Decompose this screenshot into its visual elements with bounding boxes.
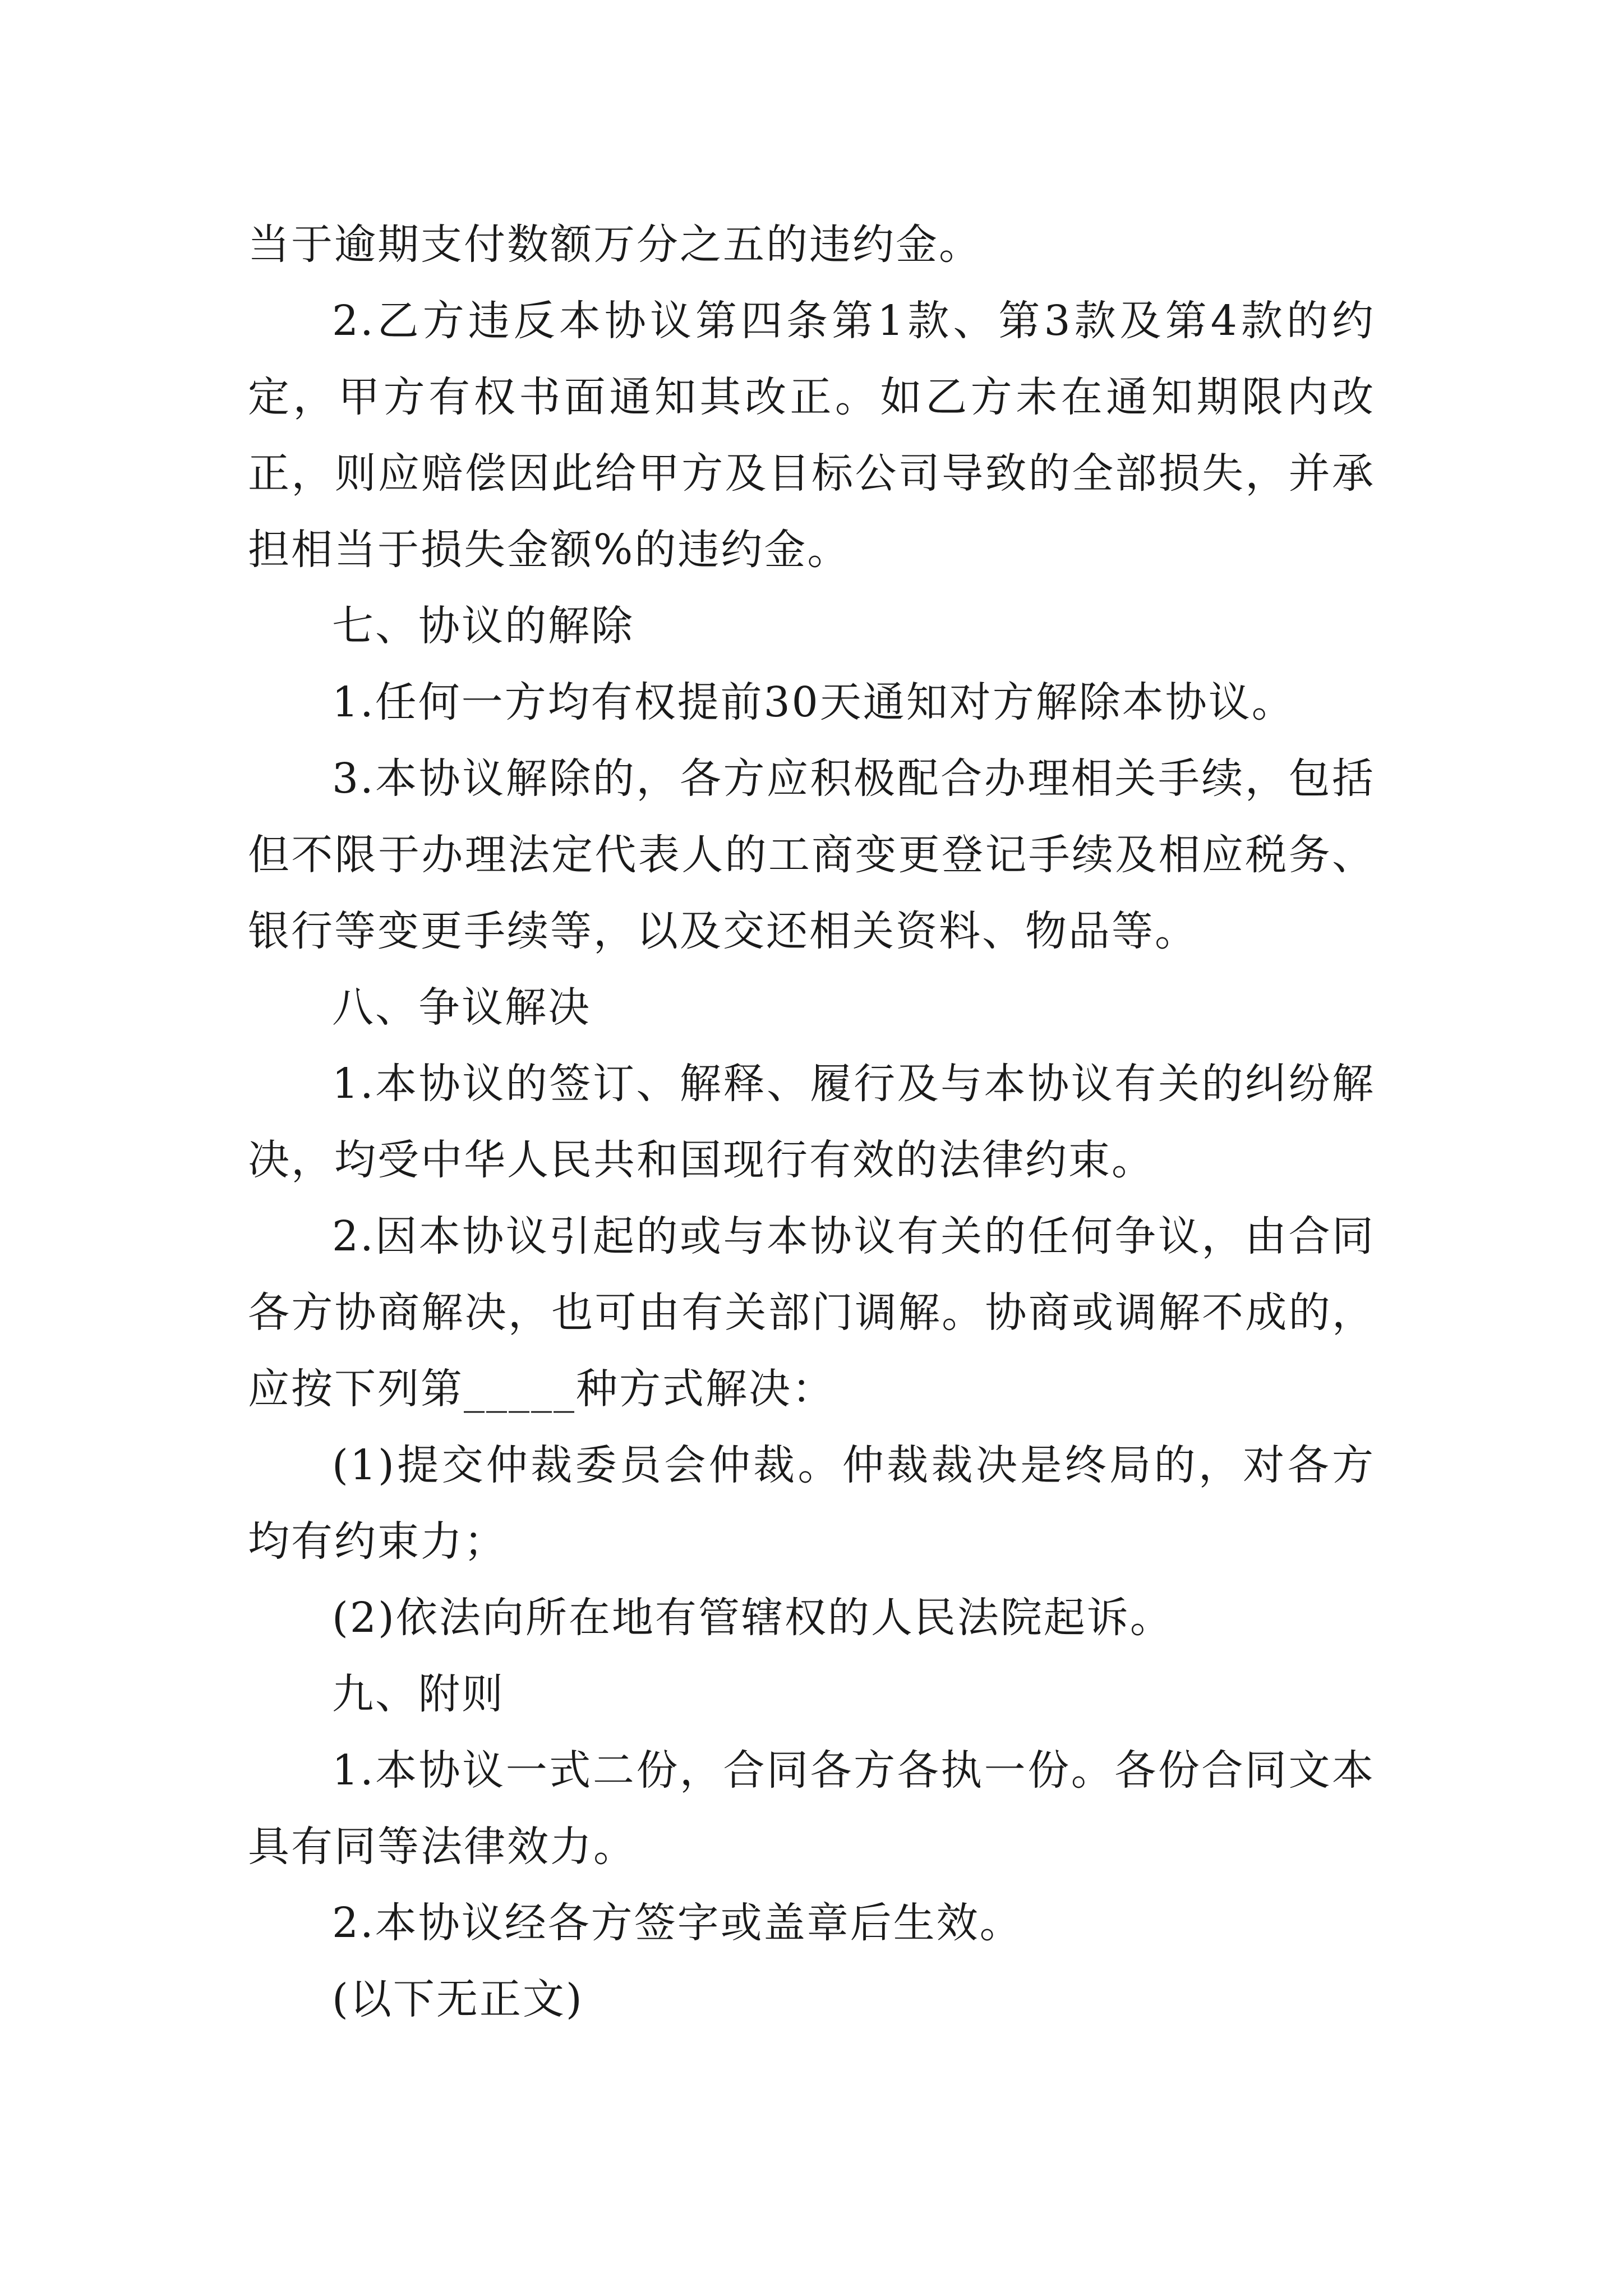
paragraph-copies: 1.本协议一式二份，合同各方各执一份。各份合同文本具有同等法律效力。: [248, 1746, 1375, 1871]
paragraph-party-b-breach: 2.乙方违反本协议第四条第1款、第3款及第4款的约定，甲方有权书面通知其改正。如乙方未在通知期限内改正，则应赔偿因此给甲方及目标公司导致的全部损失，并承担相当于损失金额%的违约金。: [248, 297, 1375, 574]
paragraph-effectiveness: 2.本协议经各方签字或盖章后生效。: [332, 1899, 1023, 1947]
paragraph-termination-procedures: 3.本协议解除的，各方应积极配合办理相关手续，包括但不限于办理法定代表人的工商变更登记手续及相应税务、银行等变更手续等，以及交还相关资料、物品等。: [248, 754, 1375, 955]
section-heading-termination: 七、协议的解除: [332, 602, 634, 650]
paragraph-end-of-text: (以下无正文): [332, 1975, 584, 2023]
section-heading-dispute-resolution: 八、争议解决: [332, 983, 591, 1032]
document-body: [248, 206, 1375, 2037]
paragraph-penalty-continuation: 当于逾期支付数额万分之五的违约金。: [248, 220, 982, 269]
paragraph-governing-law: 1.本协议的签订、解释、履行及与本协议有关的纠纷解决，均受中华人民共和国现行有效的法律约束。: [248, 1060, 1375, 1184]
paragraph-dispute-negotiation: 2.因本协议引起的或与本协议有关的任何争议，由合同各方协商解决，也可由有关部门调解。协商或调解不成的，应按下列第_____种方式解决：: [248, 1212, 1375, 1413]
section-heading-supplementary: 九、附则: [332, 1670, 505, 1718]
paragraph-option-litigation: (2)依法向所在地有管辖权的人民法院起诉。: [332, 1594, 1173, 1642]
paragraph-option-arbitration: (1)提交仲裁委员会仲裁。仲裁裁决是终局的，对各方均有约束力；: [248, 1441, 1375, 1566]
paragraph-termination-notice: 1.任何一方均有权提前30天通知对方解除本协议。: [332, 678, 1295, 726]
